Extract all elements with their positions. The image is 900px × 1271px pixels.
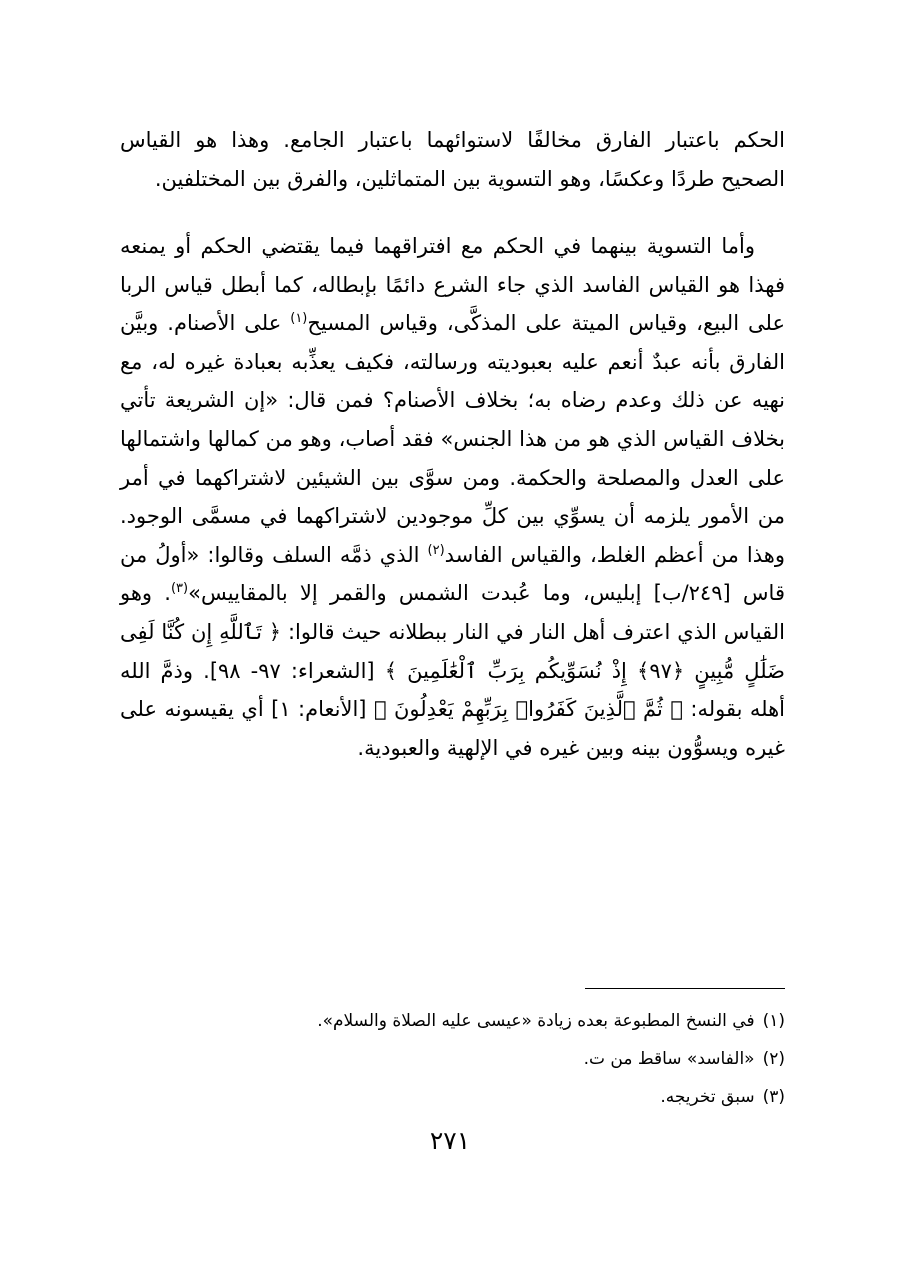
- paragraph-2-text: [120, 227, 785, 767]
- footnote-ref-2: (٢): [427, 542, 445, 558]
- paragraph-2-part-a: وأما التسوية بينهما في الحكم مع افتراقهما فيما يقتضي الحكم أو يمنعه فهذا هو القياس الفاسد الذي جاء الشرع دائمًا بإبطاله، كما أبطل قياس الربا على البيع، وقياس الميتة على المذكَّى، وقياس المسيح: [120, 234, 785, 336]
- paragraph-2-part-c: الذي ذمَّه السلف وقالوا: «أولُ من قاس [٢٤٩/ب] إبليس، وما عُبدت الشمس والقمر إلا بالمقاييس»: [120, 542, 785, 606]
- paragraph-2: [120, 227, 785, 767]
- footnote-separator: [585, 988, 785, 989]
- footnote-number: (٢): [762, 1049, 785, 1069]
- page-number: ٢٧١: [429, 1126, 471, 1155]
- paragraph-2-part-b: على الأصنام. وبيَّن الفارق بأنه عبدٌ أنعم عليه بعبوديته ورسالته، فكيف يعذِّبه بعبادة غيره له، مع نهيه عن ذلك وعدم رضاه به؛ بخلاف الأصنام؟ فمن قال: «إن الشريعة تأتي بخلاف القياس الذي هو من هذا الجنس» فقد أصاب، وهو من كمالها واشتمالها على العدل والمصلحة والحكمة. ومن سوَّى بين الشيئين لاشتراكهما في أمر من الأمور يلزمه أن يسوِّي بين كلِّ موجودين لاشتراكهما في مسمَّى الوجود. وهذا من أعظم الغلط، والقياس الفاسد: [120, 311, 786, 567]
- footnote-text: «الفاسد» ساقط من ت.: [583, 1049, 755, 1069]
- paragraph-1-text: الحكم باعتبار الفارق مخالفًا لاستوائهما باعتبار الجامع. وهذا هو القياس الصحيح طردًا وعكسًا، وهو التسوية بين المتماثلين، والفرق بين المختلفين.: [120, 128, 785, 191]
- footnote-text: في النسخ المطبوعة بعده زيادة «عيسى عليه الصلاة والسلام».: [317, 1011, 755, 1031]
- footnote-text: سبق تخريجه.: [660, 1087, 755, 1107]
- footnotes: [120, 1002, 785, 1116]
- footnote-ref-3: (٣): [170, 581, 189, 597]
- footnote-ref-1: (١): [290, 311, 308, 327]
- footnote-number: (٣): [762, 1087, 785, 1107]
- paragraph-2-part-d: . وهو القياس الذي اعترف أهل النار في النار ببطلانه حيث قالوا: ﴿ تَٱللَّهِ إِن كُنَّا لَفِى ضَلَٰلٍ مُّبِينٍ ﴿٩٧﴾ إِذْ نُسَوِّيكُم بِرَبِّ ٱلْعَٰلَمِينَ ﴾ [الشعراء: ٩٧- ٩٨]. وذمَّ الله أهله بقوله: ﴿ ثُمَّ ٱلَّذِينَ كَفَرُوا۟ بِرَبِّهِمْ يَعْدِلُونَ ﴾ [الأنعام: ١] أي يقيسونه على غيره ويسوُّون بينه وبين غيره في الإلهية والعبودية.: [120, 581, 786, 760]
- footnote-number: (١): [762, 1011, 785, 1031]
- footnote-2: [120, 1040, 785, 1078]
- footnote-1: [120, 1002, 785, 1040]
- footnote-3: [120, 1078, 785, 1116]
- paragraph-1: [120, 121, 785, 198]
